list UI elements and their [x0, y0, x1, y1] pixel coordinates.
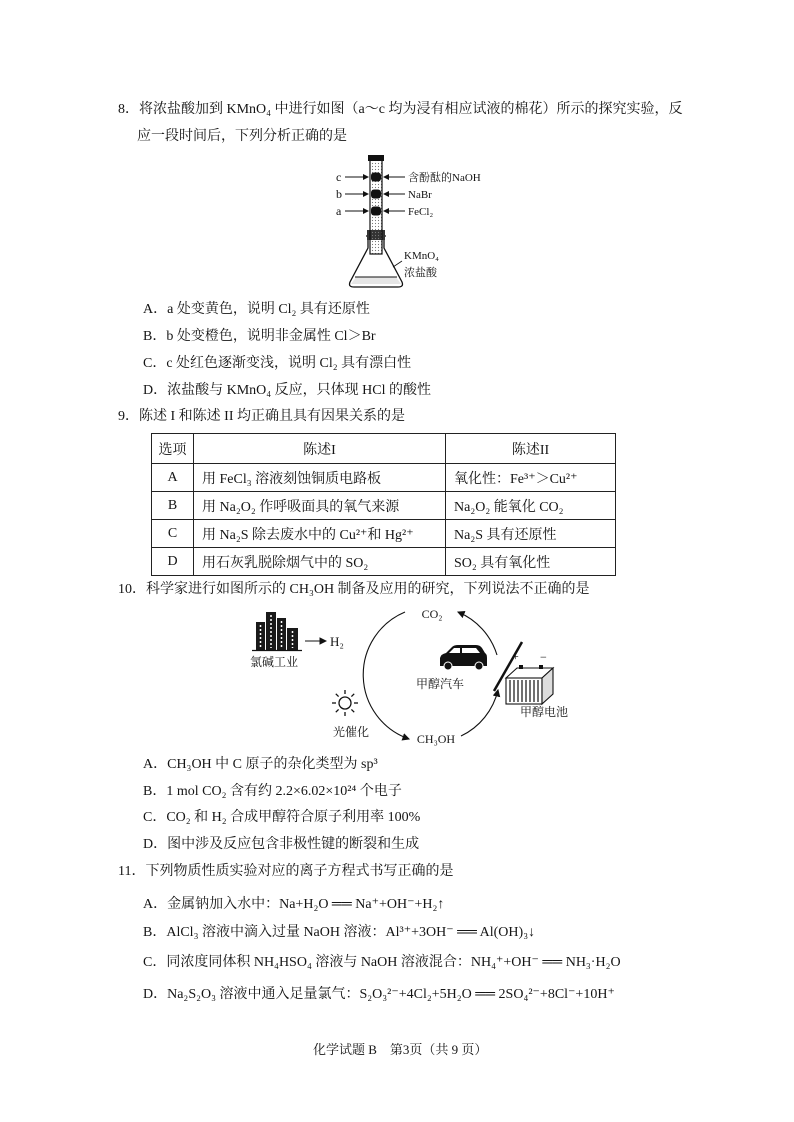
label-co2: CO₂	[421, 607, 443, 621]
q8-option-c: C．c 处红色逐渐变浅，说明 Cl₂ 具有漂白性	[143, 356, 412, 371]
row-statement-2: SO₂ 具有氧化性	[446, 548, 616, 576]
q9-stem: 9．陈述 I 和陈述 II 均正确且具有因果关系的是	[118, 409, 405, 424]
cycle-arrow-left	[363, 612, 409, 739]
label-h2: H₂	[330, 634, 344, 649]
label-conc-hcl: 浓盐酸	[404, 267, 437, 279]
sun-icon	[332, 690, 358, 716]
factory-icon	[252, 612, 302, 651]
label-fecl2: FeCl₂	[408, 206, 434, 218]
battery-plus-sign: +	[512, 649, 519, 663]
cycle-arrow-bottom-right	[461, 690, 498, 736]
label-a: a	[336, 204, 342, 218]
q9-table	[151, 433, 616, 576]
table-row	[152, 464, 616, 492]
battery-icon	[506, 665, 553, 704]
q10-option-b: B．1 mol CO₂ 含有约 2.2×6.02×10²⁴ 个电子	[143, 784, 402, 799]
label-nabr: NaBr	[408, 189, 432, 201]
q11-option-a: A．金属钠加入水中：Na+H₂O ══ Na⁺+OH⁻+H₂↑	[143, 897, 445, 912]
q11-stem: 11．下列物质性质实验对应的离子方程式书写正确的是	[118, 864, 454, 879]
row-option: D	[152, 548, 194, 576]
q11-option-b: B．AlCl₃ 溶液中滴入过量 NaOH 溶液：Al³⁺+3OH⁻ ══ Al(OH)₃↓	[143, 925, 536, 940]
table-row	[152, 492, 616, 520]
cotton-ball-b	[371, 190, 381, 199]
label-b: b	[336, 187, 342, 201]
q11-option-c: C．同浓度同体积 NH₄HSO₄ 溶液与 NaOH 溶液混合：NH₄⁺+OH⁻ ══ NH₃·H₂O	[143, 955, 621, 970]
cotton-ball-c	[371, 173, 381, 182]
q10-option-a: A．CH₃OH 中 C 原子的杂化类型为 sp³	[143, 757, 378, 772]
q8-stem-line1: 8．将浓盐酸加到 KMnO₄ 中进行如图（a～c 均为浸有相应试液的棉花）所示的探究实验，反	[118, 102, 683, 117]
row-statement-1: 用 FeCl₃ 溶液刻蚀铜质电路板	[194, 464, 446, 492]
q10-stem: 10．科学家进行如图所示的 CH₃OH 制备及应用的研究，下列说法不正确的是	[118, 582, 590, 597]
row-option: C	[152, 520, 194, 548]
glass-tube	[368, 155, 384, 254]
table-row	[152, 548, 616, 576]
header-statement-1: 陈述I	[194, 434, 446, 464]
row-statement-1: 用 Na₂S 除去废水中的 Cu²⁺和 Hg²⁺	[194, 520, 446, 548]
label-photocatalysis: 光催化	[332, 725, 370, 739]
cotton-ball-a	[371, 207, 381, 216]
row-option: A	[152, 464, 194, 492]
q8-option-a: A．a 处变黄色，说明 Cl₂ 具有还原性	[143, 302, 370, 317]
q10-methanol-cycle-figure	[240, 600, 580, 750]
label-ch3oh: CH₃OH	[416, 732, 456, 746]
page-footer: 化学试题 B 第3页（共 9 页）	[313, 1042, 488, 1057]
row-option: B	[152, 492, 194, 520]
q8-stem-line2: 应一段时间后，下列分析正确的是	[137, 129, 347, 144]
row-statement-2: Na₂S 具有还原性	[446, 520, 616, 548]
row-statement-1: 用 Na₂O₂ 作呼吸面具的氧气来源	[194, 492, 446, 520]
table-row	[152, 520, 616, 548]
q11-option-d: D．Na₂S₂O₃ 溶液中通入足量氯气：S₂O₃²⁻+4Cl₂+5H₂O ══ 2SO₄²⁻+8Cl⁻+10H⁺	[143, 987, 615, 1002]
row-statement-2: Na₂O₂ 能氧化 CO₂	[446, 492, 616, 520]
q8-option-b: B．b 处变橙色，说明非金属性 Cl＞Br	[143, 329, 376, 344]
header-option: 选项	[152, 434, 194, 464]
car-icon	[440, 645, 487, 670]
q8-apparatus-figure	[320, 150, 500, 295]
q8-option-d: D．浓盐酸与 KMnO₄ 反应，只体现 HCl 的酸性	[143, 383, 431, 398]
q10-option-c: C．CO₂ 和 H₂ 合成甲醇符合原子利用率 100%	[143, 810, 421, 825]
flask-leader-line	[393, 261, 402, 267]
label-methanol-car: 甲醇汽车	[415, 677, 465, 691]
table-header-row	[152, 434, 616, 464]
label-c: c	[336, 170, 342, 184]
label-methanol-battery: 甲醇电池	[519, 705, 569, 719]
row-statement-1: 用石灰乳脱除烟气中的 SO₂	[194, 548, 446, 576]
battery-minus-sign: −	[540, 650, 547, 664]
q10-option-d: D．图中涉及反应包含非极性键的断裂和生成	[143, 837, 420, 852]
header-statement-2: 陈述II	[446, 434, 616, 464]
row-statement-2: 氧化性：Fe³⁺＞Cu²⁺	[446, 464, 616, 492]
tube-top-cap	[368, 155, 384, 161]
label-chlor-alkali: 氯碱工业	[250, 655, 299, 669]
label-kmno4: KMnO₄	[404, 250, 440, 262]
label-phenolphthalein-naoh: 含酚酞的NaOH	[408, 172, 481, 184]
